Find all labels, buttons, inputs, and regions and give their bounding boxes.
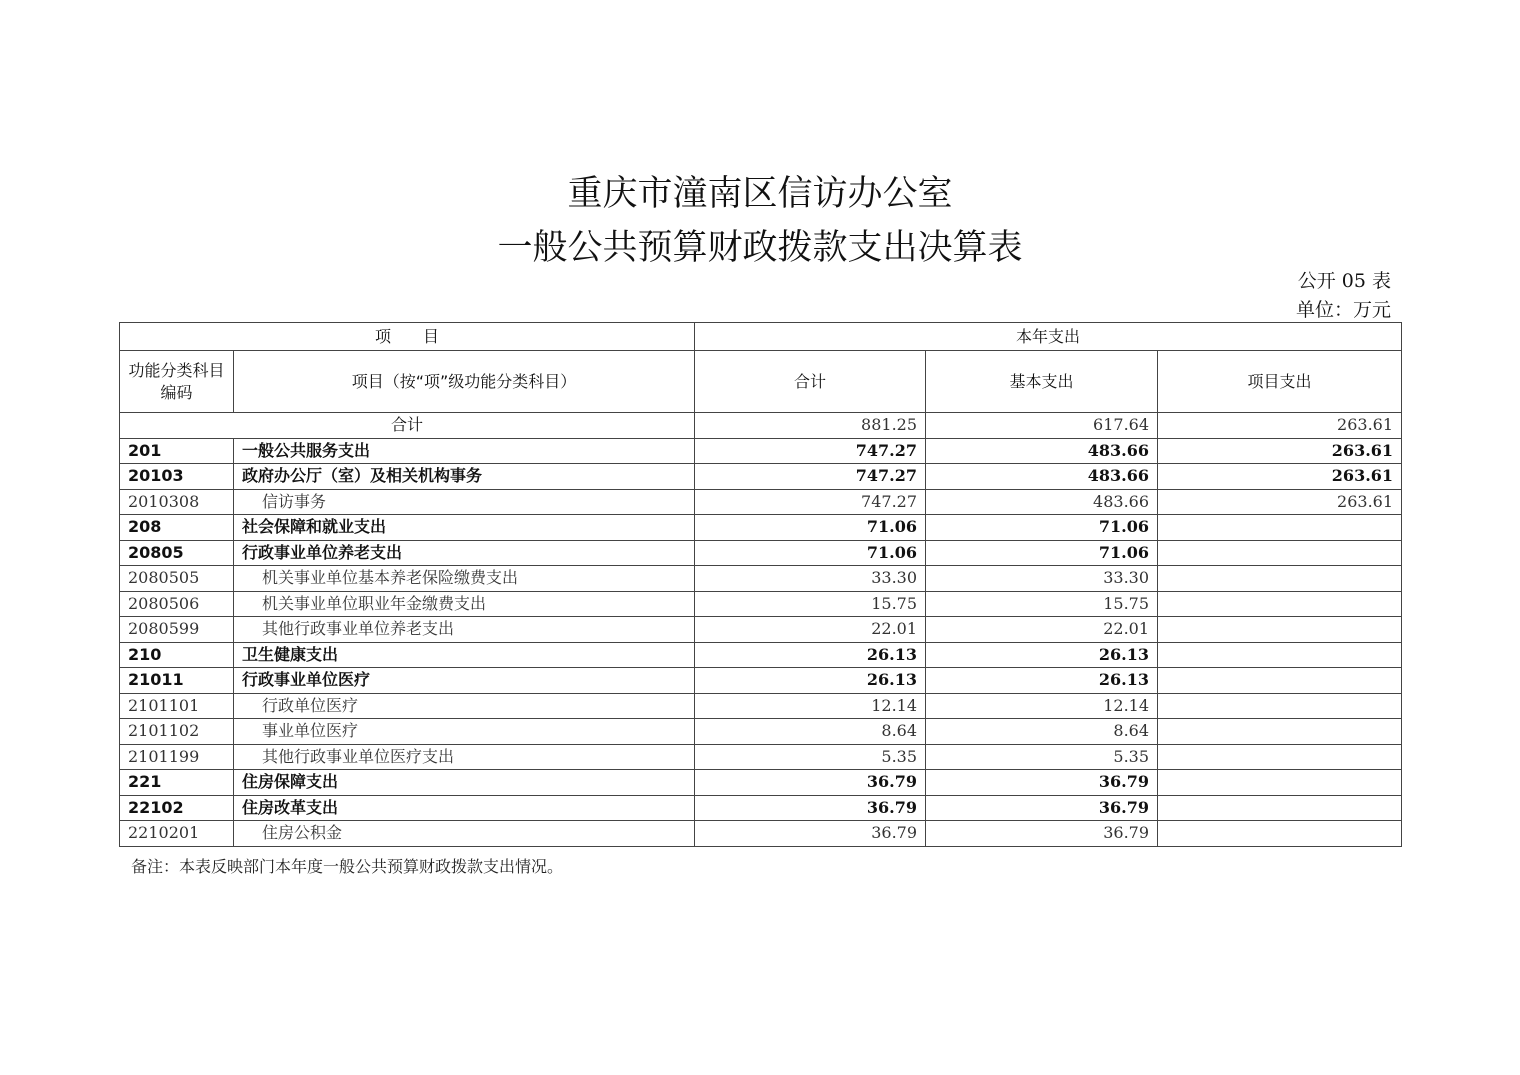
row-code: 22102 (120, 795, 234, 821)
row-project (1158, 515, 1402, 541)
row-basic: 26.13 (926, 668, 1158, 694)
row-project (1158, 770, 1402, 796)
row-project: 263.61 (1158, 489, 1402, 515)
row-project (1158, 795, 1402, 821)
row-basic: 71.06 (926, 515, 1158, 541)
row-code: 20805 (120, 540, 234, 566)
row-name: 其他行政事业单位医疗支出 (234, 744, 695, 770)
row-name: 行政单位医疗 (234, 693, 695, 719)
row-basic: 26.13 (926, 642, 1158, 668)
row-project (1158, 642, 1402, 668)
page-title: 重庆市潼南区信访办公室 (567, 174, 953, 214)
header-item: 项目（按“项”级功能分类科目） (234, 351, 695, 413)
row-basic: 483.66 (926, 464, 1158, 490)
row-total: 15.75 (695, 591, 926, 617)
row-code: 2010308 (120, 489, 234, 515)
table-row (120, 693, 1402, 719)
row-code: 2101102 (120, 719, 234, 745)
row-project: 263.61 (1158, 438, 1402, 464)
table-row (120, 515, 1402, 541)
row-code: 2080506 (120, 591, 234, 617)
row-code: 2210201 (120, 821, 234, 847)
row-name: 行政事业单位医疗 (234, 668, 695, 694)
table-row (120, 795, 1402, 821)
row-name: 政府办公厅（室）及相关机构事务 (234, 464, 695, 490)
row-total: 22.01 (695, 617, 926, 643)
header-current-year: 本年支出 (695, 323, 1402, 351)
page-subtitle: 一般公共预算财政拨款支出决算表 (497, 228, 1023, 268)
row-project (1158, 668, 1402, 694)
header-basic: 基本支出 (926, 351, 1158, 413)
header-project: 项 目 (120, 323, 695, 351)
row-project (1158, 693, 1402, 719)
row-name: 机关事业单位基本养老保险缴费支出 (234, 566, 695, 592)
row-total: 26.13 (695, 668, 926, 694)
total-label: 合计 (120, 413, 695, 439)
row-code: 2101101 (120, 693, 234, 719)
row-code: 2101199 (120, 744, 234, 770)
header-code: 功能分类科目编码 (120, 351, 234, 413)
row-project: 263.61 (1158, 464, 1402, 490)
total-value: 881.25 (695, 413, 926, 439)
table-row (120, 770, 1402, 796)
row-code: 20103 (120, 464, 234, 490)
row-name: 信访事务 (234, 489, 695, 515)
row-total: 747.27 (695, 464, 926, 490)
row-name: 住房公积金 (234, 821, 695, 847)
row-name: 住房保障支出 (234, 770, 695, 796)
row-code: 2080599 (120, 617, 234, 643)
header-total: 合计 (695, 351, 926, 413)
row-total: 36.79 (695, 795, 926, 821)
table-row (120, 464, 1402, 490)
table-row (120, 744, 1402, 770)
row-basic: 22.01 (926, 617, 1158, 643)
row-basic: 483.66 (926, 438, 1158, 464)
row-basic: 15.75 (926, 591, 1158, 617)
row-name: 住房改革支出 (234, 795, 695, 821)
header-row-2 (120, 351, 1402, 413)
row-name: 卫生健康支出 (234, 642, 695, 668)
unit-label: 单位：万元 (1295, 299, 1391, 321)
row-code: 221 (120, 770, 234, 796)
table-row (120, 489, 1402, 515)
row-project (1158, 719, 1402, 745)
row-name: 其他行政事业单位养老支出 (234, 617, 695, 643)
table-row (120, 438, 1402, 464)
row-name: 机关事业单位职业年金缴费支出 (234, 591, 695, 617)
row-total: 71.06 (695, 515, 926, 541)
row-basic: 5.35 (926, 744, 1158, 770)
table-row (120, 617, 1402, 643)
row-project (1158, 617, 1402, 643)
header-row-1 (120, 323, 1402, 351)
row-total: 36.79 (695, 821, 926, 847)
row-total: 747.27 (695, 438, 926, 464)
budget-table (119, 322, 1402, 847)
total-basic: 617.64 (926, 413, 1158, 439)
row-total: 5.35 (695, 744, 926, 770)
row-project (1158, 744, 1402, 770)
row-total: 8.64 (695, 719, 926, 745)
row-total: 747.27 (695, 489, 926, 515)
table-row (120, 719, 1402, 745)
row-code: 2080505 (120, 566, 234, 592)
table-row (120, 540, 1402, 566)
table-row (120, 642, 1402, 668)
row-name: 一般公共服务支出 (234, 438, 695, 464)
row-basic: 483.66 (926, 489, 1158, 515)
table-number: 公开 05 表 (1297, 270, 1391, 292)
table-row (120, 668, 1402, 694)
row-total: 26.13 (695, 642, 926, 668)
row-total: 12.14 (695, 693, 926, 719)
header-project-expense: 项目支出 (1158, 351, 1402, 413)
row-name: 社会保障和就业支出 (234, 515, 695, 541)
row-code: 210 (120, 642, 234, 668)
row-code: 208 (120, 515, 234, 541)
row-total: 36.79 (695, 770, 926, 796)
row-total: 71.06 (695, 540, 926, 566)
row-basic: 33.30 (926, 566, 1158, 592)
row-basic: 12.14 (926, 693, 1158, 719)
row-code: 201 (120, 438, 234, 464)
row-basic: 36.79 (926, 821, 1158, 847)
row-project (1158, 821, 1402, 847)
row-project (1158, 591, 1402, 617)
table-row (120, 591, 1402, 617)
row-basic: 71.06 (926, 540, 1158, 566)
row-total: 33.30 (695, 566, 926, 592)
row-name: 事业单位医疗 (234, 719, 695, 745)
row-project (1158, 540, 1402, 566)
footnote: 备注：本表反映部门本年度一般公共预算财政拨款支出情况。 (131, 857, 564, 876)
total-row (120, 413, 1402, 439)
row-basic: 36.79 (926, 770, 1158, 796)
table-row (120, 566, 1402, 592)
row-project (1158, 566, 1402, 592)
row-name: 行政事业单位养老支出 (234, 540, 695, 566)
row-basic: 8.64 (926, 719, 1158, 745)
row-code: 21011 (120, 668, 234, 694)
total-project: 263.61 (1158, 413, 1402, 439)
table-row (120, 821, 1402, 847)
row-basic: 36.79 (926, 795, 1158, 821)
